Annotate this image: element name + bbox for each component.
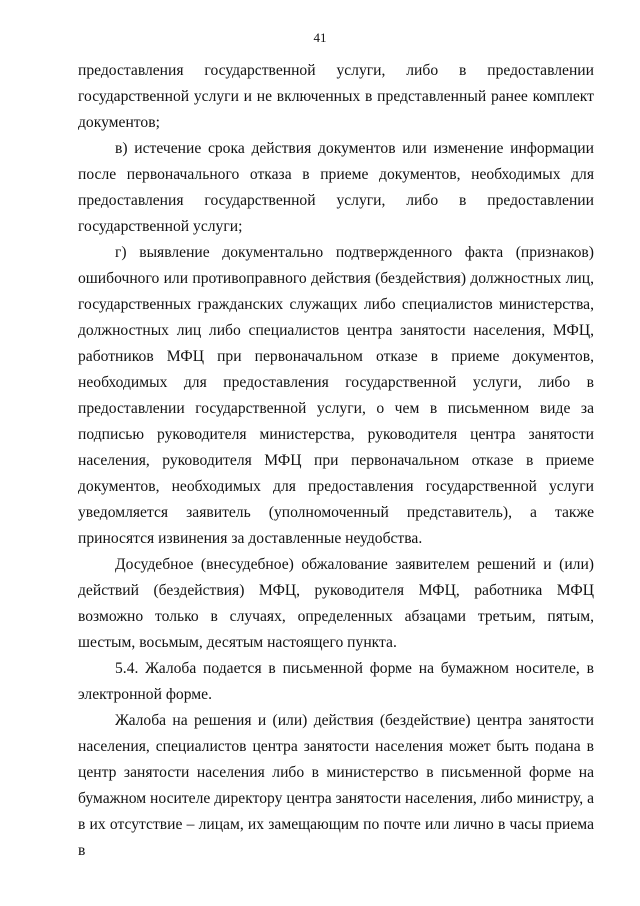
paragraph-pretrial-appeal: Досудебное (внесудебное) обжалование заявителем решений и (или) действий (бездействия) МФЦ, руководителя МФЦ, работника МФЦ возможно только в случаях, определенных абзацами третьим, пятым, шестым, восьмым, десятым настоящего пункта. [78, 556, 594, 651]
page-number: 41 [313, 30, 327, 45]
paragraph-section-5-4: 5.4. Жалоба подается в письменной форме на бумажном носителе, в электронной форме. [78, 660, 594, 703]
paragraph-continuation: предоставления государственной услуги, либо в предоставлении государственной услуги и не включенных в представленный ранее комплект документов; [78, 62, 594, 131]
document-body [78, 58, 594, 864]
paragraph-item-g: г) выявление документально подтвержденного факта (признаков) ошибочного или противоправного действия (бездействия) должностных лиц, государственных гражданских служащих либо специалистов министерства, должностных лиц либо специалистов центра занятости населения, МФЦ, работников МФЦ при первоначальном отказе в приеме документов, необходимых для предоставления государственной услуги, либо в предоставлении государственной услуги, о чем в письменном виде за подписью руководителя министерства, руководителя центра занятости населения, руководителя МФЦ при первоначальном отказе в приеме документов, необходимых для предоставления государственной услуги уведомляется заявитель (уполномоченный представитель), а также приносятся извинения за доставленные неудобства. [78, 244, 594, 547]
paragraph-item-v: в) истечение срока действия документов или изменение информации после первоначального отказа в приеме документов, необходимых для предоставления государственной услуги, либо в предоставлении государственной услуги; [78, 140, 594, 235]
paragraph-complaint: Жалоба на решения и (или) действия (бездействие) центра занятости населения, специалистов центра занятости населения может быть подана в центр занятости населения либо в министерство в письменной форме на бумажном носителе директору центра занятости населения, либо министру, а в их отсутствие – лицам, их замещающим по почте или лично в часы приема в [78, 712, 594, 859]
